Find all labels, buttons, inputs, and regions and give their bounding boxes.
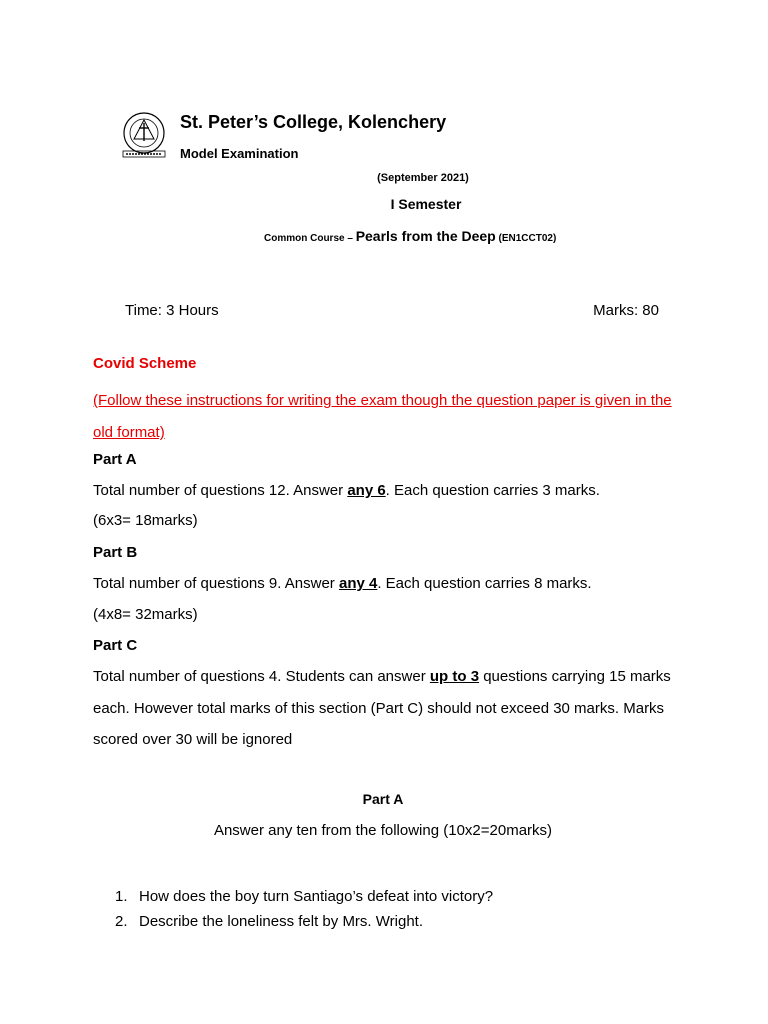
question-text: How does the boy turn Santiago’s defeat into victory? xyxy=(139,888,494,905)
covid-scheme-note: (Follow these instructions for writing the exam though the question paper is given in the old format) xyxy=(93,392,672,441)
question-number: 1. xyxy=(115,888,128,905)
course-name: Pearls from the Deep xyxy=(355,228,496,244)
part-b-marks: (4x8= 32marks) xyxy=(93,606,198,623)
course-prefix: Common Course – xyxy=(264,233,356,244)
part-b-rule xyxy=(93,568,673,600)
part-c-title: Part C xyxy=(93,637,138,654)
part-c-rule xyxy=(93,661,673,756)
exam-marks: Marks: 80 xyxy=(593,302,659,319)
exam-type: Model Examination xyxy=(180,146,299,161)
question-list xyxy=(115,884,493,934)
part-b-rule-emphasis: any 4 xyxy=(338,575,378,592)
question-text: Describe the loneliness felt by Mrs. Wright. xyxy=(139,913,423,930)
college-name: St. Peter’s College, Kolenchery xyxy=(180,112,447,132)
part-b-rule-post: . Each question carries 8 marks. xyxy=(377,575,592,592)
part-c-rule-post: questions carrying 15 marks each. However total marks of this section (Part C) should not exceed 30 marks. Marks scored over 30 will be ignored xyxy=(93,668,671,748)
semester: I Semester xyxy=(390,196,462,212)
course-code: (EN1CCT02) xyxy=(495,233,557,244)
list-item xyxy=(115,884,493,909)
part-a-rule-emphasis: any 6 xyxy=(347,482,386,499)
part-c-rule-pre: Total number of questions 4. Students can answer xyxy=(93,668,430,685)
part-a-rule-pre: Total number of questions 12. Answer xyxy=(93,482,348,499)
part-a-rule-post: . Each question carries 3 marks. xyxy=(385,482,600,499)
part-b-title: Part B xyxy=(93,544,138,561)
list-item xyxy=(115,909,493,934)
part-a-rule xyxy=(93,475,673,507)
part-c-rule-emphasis: up to 3 xyxy=(429,668,480,685)
course-line xyxy=(264,228,556,246)
exam-date: (September 2021) xyxy=(377,172,469,184)
section-title: Part A xyxy=(362,791,404,807)
part-a-title: Part A xyxy=(93,451,137,468)
college-crest-logo xyxy=(120,111,168,161)
section-instruction: Answer any ten from the following (10x2=20marks) xyxy=(213,822,553,839)
part-a-marks: (6x3= 18marks) xyxy=(93,512,198,529)
question-number: 2. xyxy=(115,913,128,930)
part-b-rule-pre: Total number of questions 9. Answer xyxy=(93,575,339,592)
covid-scheme-heading: Covid Scheme xyxy=(93,355,197,372)
exam-time: Time: 3 Hours xyxy=(125,302,219,319)
